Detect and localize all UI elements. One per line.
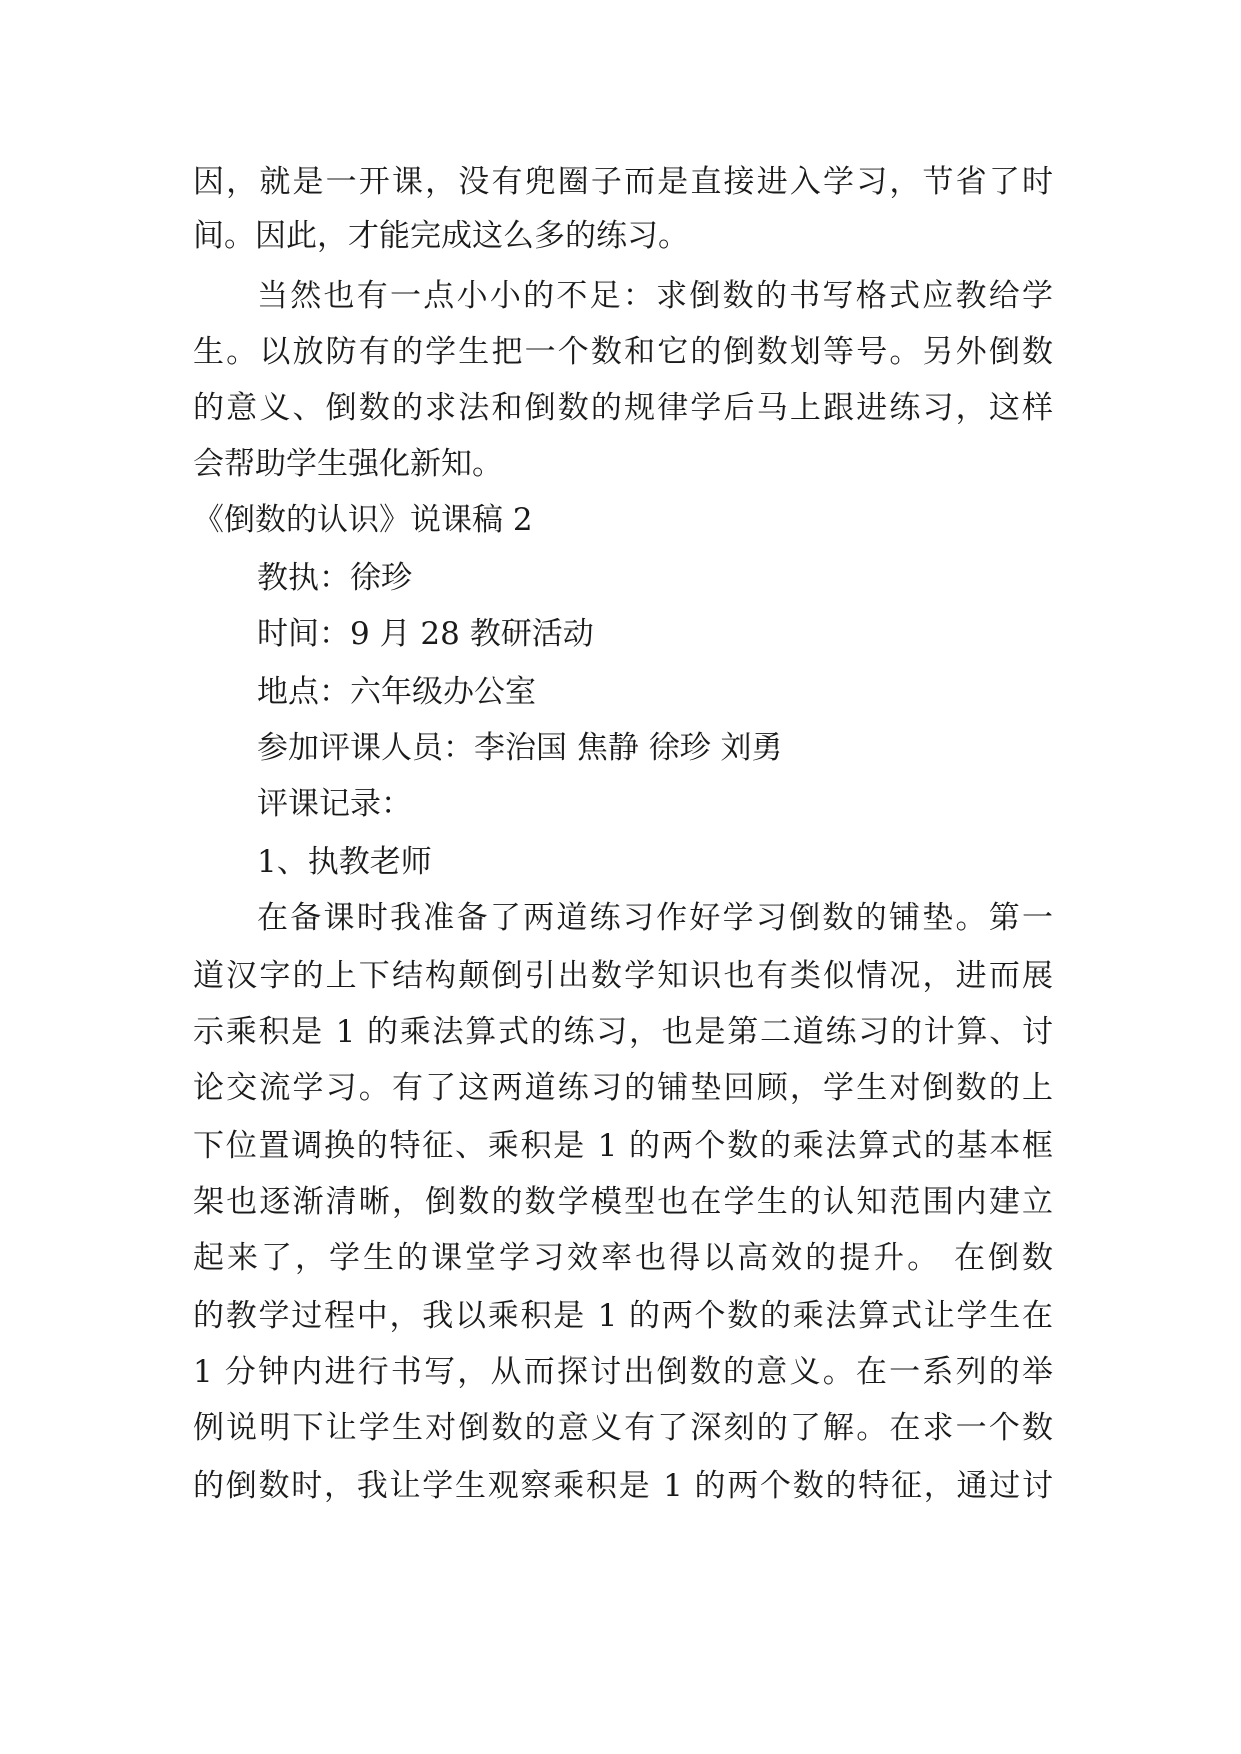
- paragraph-line: 架也逐渐清晰，倒数的数学模型也在学生的认知范围内建立: [193, 1184, 1053, 1220]
- paragraph-line: 的意义、倒数的求法和倒数的规律学后马上跟进练习，这样: [193, 390, 1053, 426]
- paragraph-line: 当然也有一点小小的不足：求倒数的书写格式应教给学: [257, 278, 1053, 314]
- paragraph-line: 因，就是一开课，没有兜圈子而是直接进入学习，节省了时: [193, 164, 1053, 200]
- info-line-teacher: 教执：徐珍: [257, 560, 412, 596]
- paragraph-line: 的倒数时，我让学生观察乘积是 1 的两个数的特征，通过讨: [193, 1468, 1053, 1504]
- info-line-time: 时间：9 月 28 教研活动: [257, 616, 594, 652]
- section-heading: 《倒数的认识》说课稿 2: [193, 502, 533, 538]
- subsection-heading: 1、执教老师: [257, 844, 432, 880]
- paragraph-line: 间。因此，才能完成这么多的练习。: [193, 218, 689, 254]
- paragraph-line: 下位置调换的特征、乘积是 1 的两个数的乘法算式的基本框: [193, 1128, 1053, 1164]
- info-line-participants: 参加评课人员：李治国 焦静 徐珍 刘勇: [257, 730, 783, 766]
- paragraph-line: 示乘积是 1 的乘法算式的练习，也是第二道练习的计算、讨: [193, 1014, 1053, 1050]
- paragraph-line: 会帮助学生强化新知。: [193, 446, 503, 482]
- paragraph-line: 1 分钟内进行书写，从而探讨出倒数的意义。在一系列的举: [193, 1354, 1053, 1390]
- paragraph-line: 在备课时我准备了两道练习作好学习倒数的铺垫。第一: [257, 900, 1053, 936]
- info-line-record: 评课记录：: [257, 786, 412, 822]
- paragraph-line: 的教学过程中，我以乘积是 1 的两个数的乘法算式让学生在: [193, 1298, 1053, 1334]
- paragraph-line: 道汉字的上下结构颠倒引出数学知识也有类似情况，进而展: [193, 958, 1053, 994]
- info-line-location: 地点：六年级办公室: [257, 674, 536, 710]
- paragraph-line: 起来了，学生的课堂学习效率也得以高效的提升。 在倒数: [193, 1240, 1053, 1276]
- paragraph-line: 生。以放防有的学生把一个数和它的倒数划等号。另外倒数: [193, 334, 1053, 370]
- paragraph-line: 论交流学习。有了这两道练习的铺垫回顾，学生对倒数的上: [193, 1070, 1053, 1106]
- paragraph-line: 例说明下让学生对倒数的意义有了深刻的了解。在求一个数: [193, 1410, 1053, 1446]
